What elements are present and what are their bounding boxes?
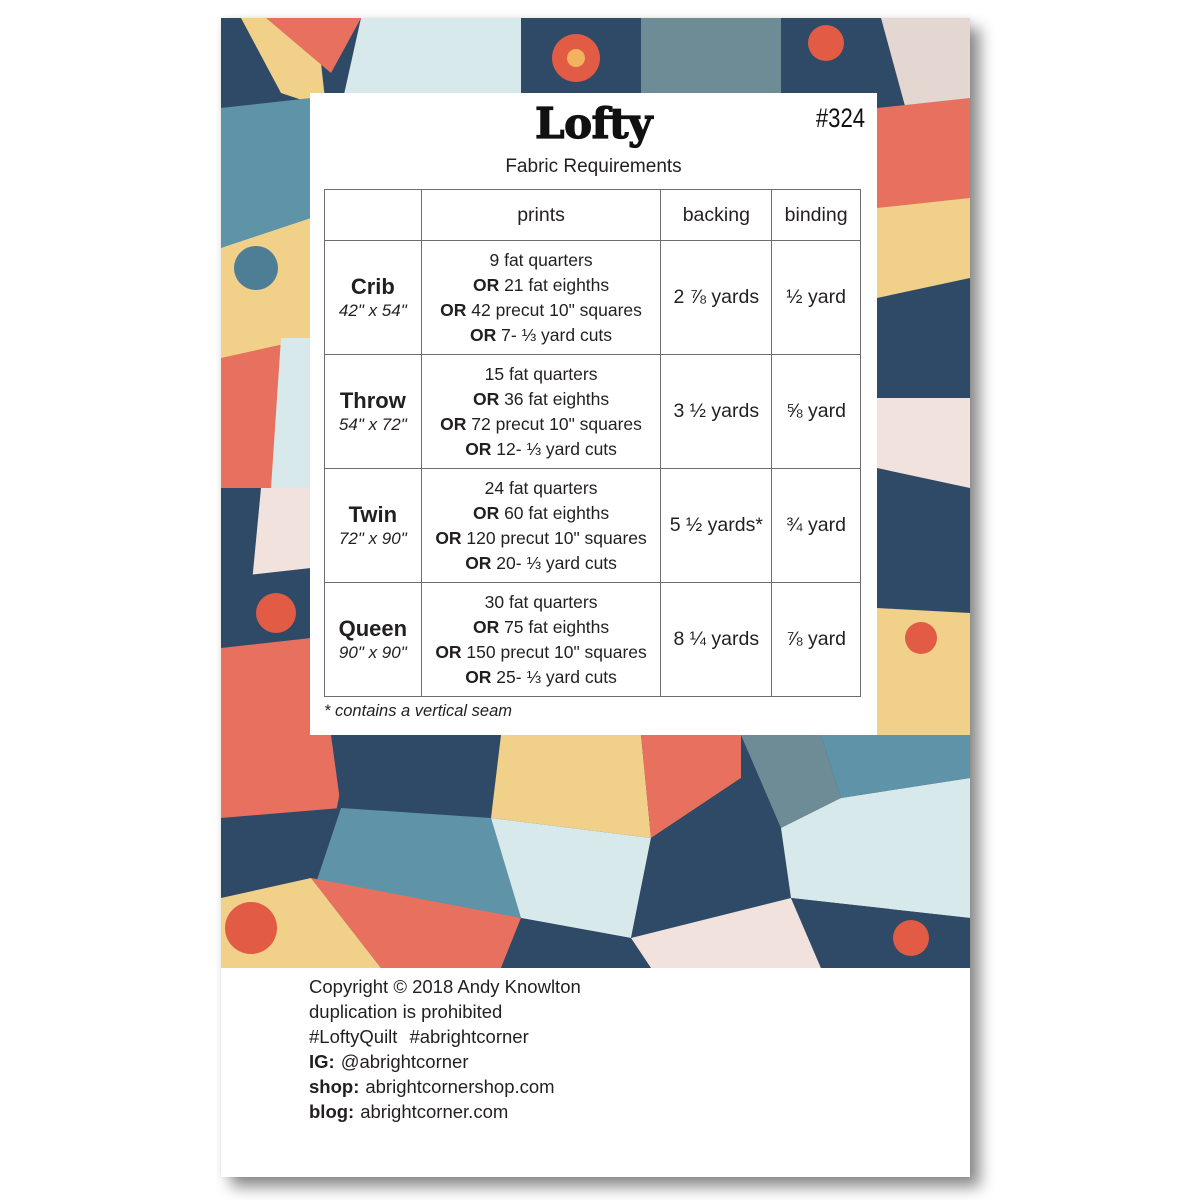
binding-cell: ⅝ yard (772, 355, 861, 469)
blog-label: blog: (309, 1101, 355, 1122)
instagram-label: IG: (309, 1051, 335, 1072)
instagram-handle: @abrightcorner (340, 1051, 469, 1072)
backing-cell: 2 ⅞ yards (661, 241, 772, 355)
prints-option: OR 36 fat eighths (472, 388, 610, 409)
fabric-requirements-table (324, 189, 861, 697)
header-backing: backing (661, 190, 772, 241)
size-cell (325, 583, 422, 697)
prints-cell (421, 469, 661, 583)
shop-label: shop: (309, 1076, 360, 1097)
pattern-title: Lofty (535, 99, 652, 148)
size-cell (325, 355, 422, 469)
prints-option: OR 150 precut 10" squares (435, 641, 647, 662)
hashtags-line (309, 1024, 581, 1049)
table-row-throw (325, 355, 861, 469)
blog-url: abrightcorner.com (360, 1101, 509, 1122)
prints-option: OR 72 precut 10" squares (440, 413, 642, 434)
prints-option: 15 fat quarters (484, 363, 598, 384)
pattern-card (221, 18, 970, 1177)
prints-option: 9 fat quarters (489, 249, 593, 270)
size-name: Twin (348, 501, 398, 527)
size-cell (325, 469, 422, 583)
table-header-row (325, 190, 861, 241)
binding-cell: ⅞ yard (772, 583, 861, 697)
size-dimensions: 54" x 72" (338, 414, 407, 434)
duplication-notice: duplication is prohibited (309, 1001, 503, 1022)
prints-option: OR 42 precut 10" squares (440, 299, 642, 320)
prints-cell (421, 355, 661, 469)
binding-cell: ¾ yard (772, 469, 861, 583)
blog-line (309, 1099, 581, 1124)
hashtag-lofty: #LoftyQuilt (309, 1026, 398, 1047)
prints-option: OR 75 fat eighths (472, 616, 610, 637)
table-row-crib (325, 241, 861, 355)
header-prints: prints (421, 190, 661, 241)
shop-line (309, 1074, 581, 1099)
size-cell (325, 241, 422, 355)
size-name: Crib (350, 273, 395, 299)
table-row-twin (325, 469, 861, 583)
credits-block (309, 974, 581, 1124)
prints-option: OR 60 fat eighths (472, 502, 610, 523)
size-dimensions: 42" x 54" (338, 300, 407, 320)
prints-option: OR 20- ⅓ yard cuts (465, 552, 617, 573)
prints-option: 24 fat quarters (484, 477, 598, 498)
size-dimensions: 90" x 90" (338, 642, 407, 662)
instagram-line (309, 1049, 581, 1074)
copyright-line: Copyright © 2018 Andy Knowlton (309, 976, 581, 997)
header-size (325, 190, 422, 241)
prints-cell (421, 583, 661, 697)
pattern-number: #324 (815, 103, 865, 133)
backing-cell: 3 ½ yards (661, 355, 772, 469)
fabric-requirements-panel (310, 93, 877, 735)
size-dimensions: 72" x 90" (338, 528, 407, 548)
header-binding: binding (772, 190, 861, 241)
prints-option: OR 7- ⅓ yard cuts (470, 324, 613, 345)
size-name: Queen (338, 615, 408, 641)
backing-cell: 5 ½ yards* (661, 469, 772, 583)
size-name: Throw (339, 387, 406, 413)
prints-option: OR 21 fat eighths (472, 274, 610, 295)
binding-cell: ½ yard (772, 241, 861, 355)
prints-option: OR 120 precut 10" squares (435, 527, 647, 548)
section-subtitle: Fabric Requirements (505, 156, 682, 177)
shop-url: abrightcornershop.com (365, 1076, 555, 1097)
hashtag-abrightcorner: #abrightcorner (409, 1026, 529, 1047)
table-footnote: * contains a vertical seam (324, 702, 513, 720)
prints-option: OR 12- ⅓ yard cuts (465, 438, 617, 459)
prints-option: 30 fat quarters (484, 591, 598, 612)
table-row-queen (325, 583, 861, 697)
backing-cell: 8 ¼ yards (661, 583, 772, 697)
prints-cell (421, 241, 661, 355)
prints-option: OR 25- ⅓ yard cuts (465, 666, 617, 687)
